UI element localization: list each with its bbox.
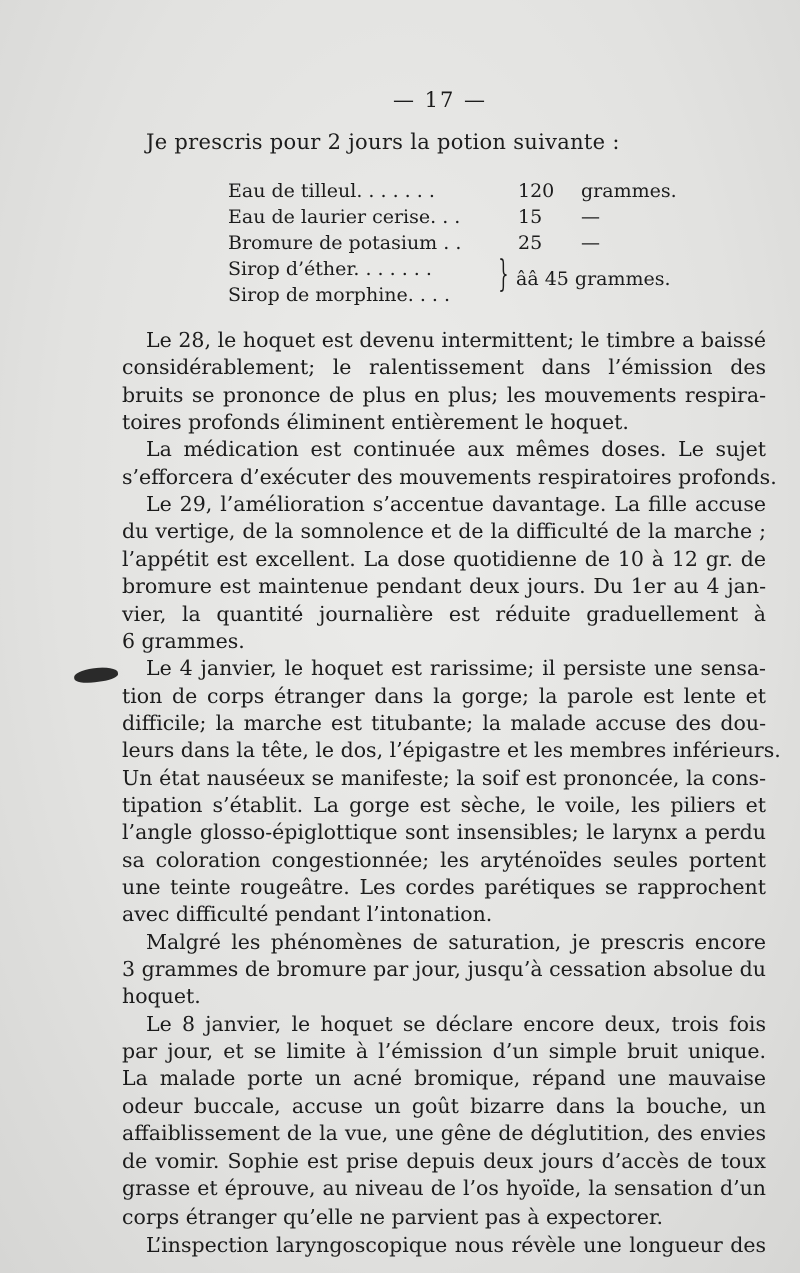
text-line: corps étranger qu’elle ne parvient pas à expectorer. <box>122 1205 664 1230</box>
recipe-ingredient: Sirop de morphine. . . . <box>228 284 451 306</box>
text-line: sa coloration congestionnée; les aryténoïdes seules portent <box>122 847 766 872</box>
text-line: 3 grammes de bromure par jour, jusqu’à cessation absolue du <box>122 957 766 982</box>
text-line: grasse et éprouve, au niveau de l’os hyoïde, la sensation d’un <box>122 1175 766 1200</box>
text-line: considérablement; le ralentissement dans l’émission des <box>122 355 766 380</box>
text-line: Le 4 janvier, le hoquet est rarissime; il persiste une sensa- <box>146 656 766 681</box>
text-line: l’appétit est excellent. La dose quotidienne de 10 à 12 gr. de <box>122 546 766 571</box>
text-line: tipation s’établit. La gorge est sèche, le voile, les piliers et <box>122 792 766 817</box>
text-line: affaiblissement de la vue, une gêne de déglutition, des envies <box>122 1121 766 1146</box>
text-line: 6 grammes. <box>122 628 245 653</box>
recipe-ingredient: Eau de tilleul. . . . . . . <box>228 180 435 202</box>
text-line: par jour, et se limite à l’émission d’un simple bruit unique. <box>122 1039 766 1064</box>
text-line: de vomir. Sophie est prise depuis deux jours d’accès de toux <box>122 1148 766 1173</box>
text-line: s’efforcera d’exécuter des mouvements respiratoires profonds. <box>122 464 777 489</box>
recipe-unit: — <box>581 232 600 254</box>
ink-smudge <box>73 665 119 685</box>
recipe-ingredient: Eau de laurier cerise. . . <box>228 206 461 228</box>
recipe-quantity: 25 <box>518 232 543 254</box>
text-line: toires profonds éliminent entièrement le hoquet. <box>122 410 629 435</box>
page-number: — 17 — <box>392 88 488 112</box>
text-line: du vertige, de la somnolence et de la difficulté de la marche ; <box>122 519 766 544</box>
text-line: leurs dans la tête, le dos, l’épigastre et les membres inférieurs. <box>122 738 781 763</box>
text-line: hoquet. <box>122 984 201 1009</box>
recipe-unit: — <box>581 206 600 228</box>
text-line: une teinte rougeâtre. Les cordes parétiques se rapprochent <box>122 875 766 899</box>
recipe-quantity: 15 <box>518 206 543 228</box>
text-line: Le 8 janvier, le hoquet se déclare encore deux, trois fois <box>146 1011 766 1036</box>
recipe-brace: } <box>498 254 509 295</box>
text-line: Un état nauséeux se manifeste; la soif est prononcée, la cons- <box>122 765 766 790</box>
recipe-quantity: 120 <box>518 180 555 202</box>
text-line: tion de corps étranger dans la gorge; la parole est lente et <box>122 683 766 708</box>
text-line: difficile; la marche est titubante; la malade accuse des dou- <box>122 710 766 735</box>
text-line: bromure est maintenue pendant deux jours. Du 1er au 4 jan- <box>122 574 766 599</box>
recipe-ingredient: Bromure de potasium . . <box>228 232 462 254</box>
text-line: La médication est continuée aux mêmes doses. Le sujet <box>146 437 766 462</box>
text-line: L’inspection laryngoscopique nous révèle une longueur des <box>146 1232 766 1257</box>
text-line: odeur buccale, accuse un goût bizarre dans la bouche, un <box>122 1093 766 1118</box>
text-line: Malgré les phénomènes de saturation, je prescris encore <box>146 929 766 954</box>
text-line: vier, la quantité journalière est réduite graduellement à <box>122 601 766 626</box>
text-line: La malade porte un acné bromique, répand une mauvaise <box>122 1066 766 1091</box>
text-line: Le 28, le hoquet est devenu intermittent; le timbre a baissé <box>146 328 766 352</box>
text-line: avec difficulté pendant l’intonation. <box>122 902 493 927</box>
text-line: Le 29, l’amélioration s’accentue davantage. La fille accuse <box>146 492 766 517</box>
recipe-unit: grammes. <box>581 180 677 202</box>
recipe-combined-quantity: ââ 45 grammes. <box>516 268 671 290</box>
text-line: l’angle glosso-épiglottique sont insensibles; le larynx a perdu <box>122 820 766 845</box>
recipe-ingredient: Sirop d’éther. . . . . . . <box>228 258 432 280</box>
intro-line: Je prescris pour 2 jours la potion suivante : <box>146 130 620 154</box>
text-line: bruits se prononce de plus en plus; les mouvements respira- <box>122 382 766 407</box>
